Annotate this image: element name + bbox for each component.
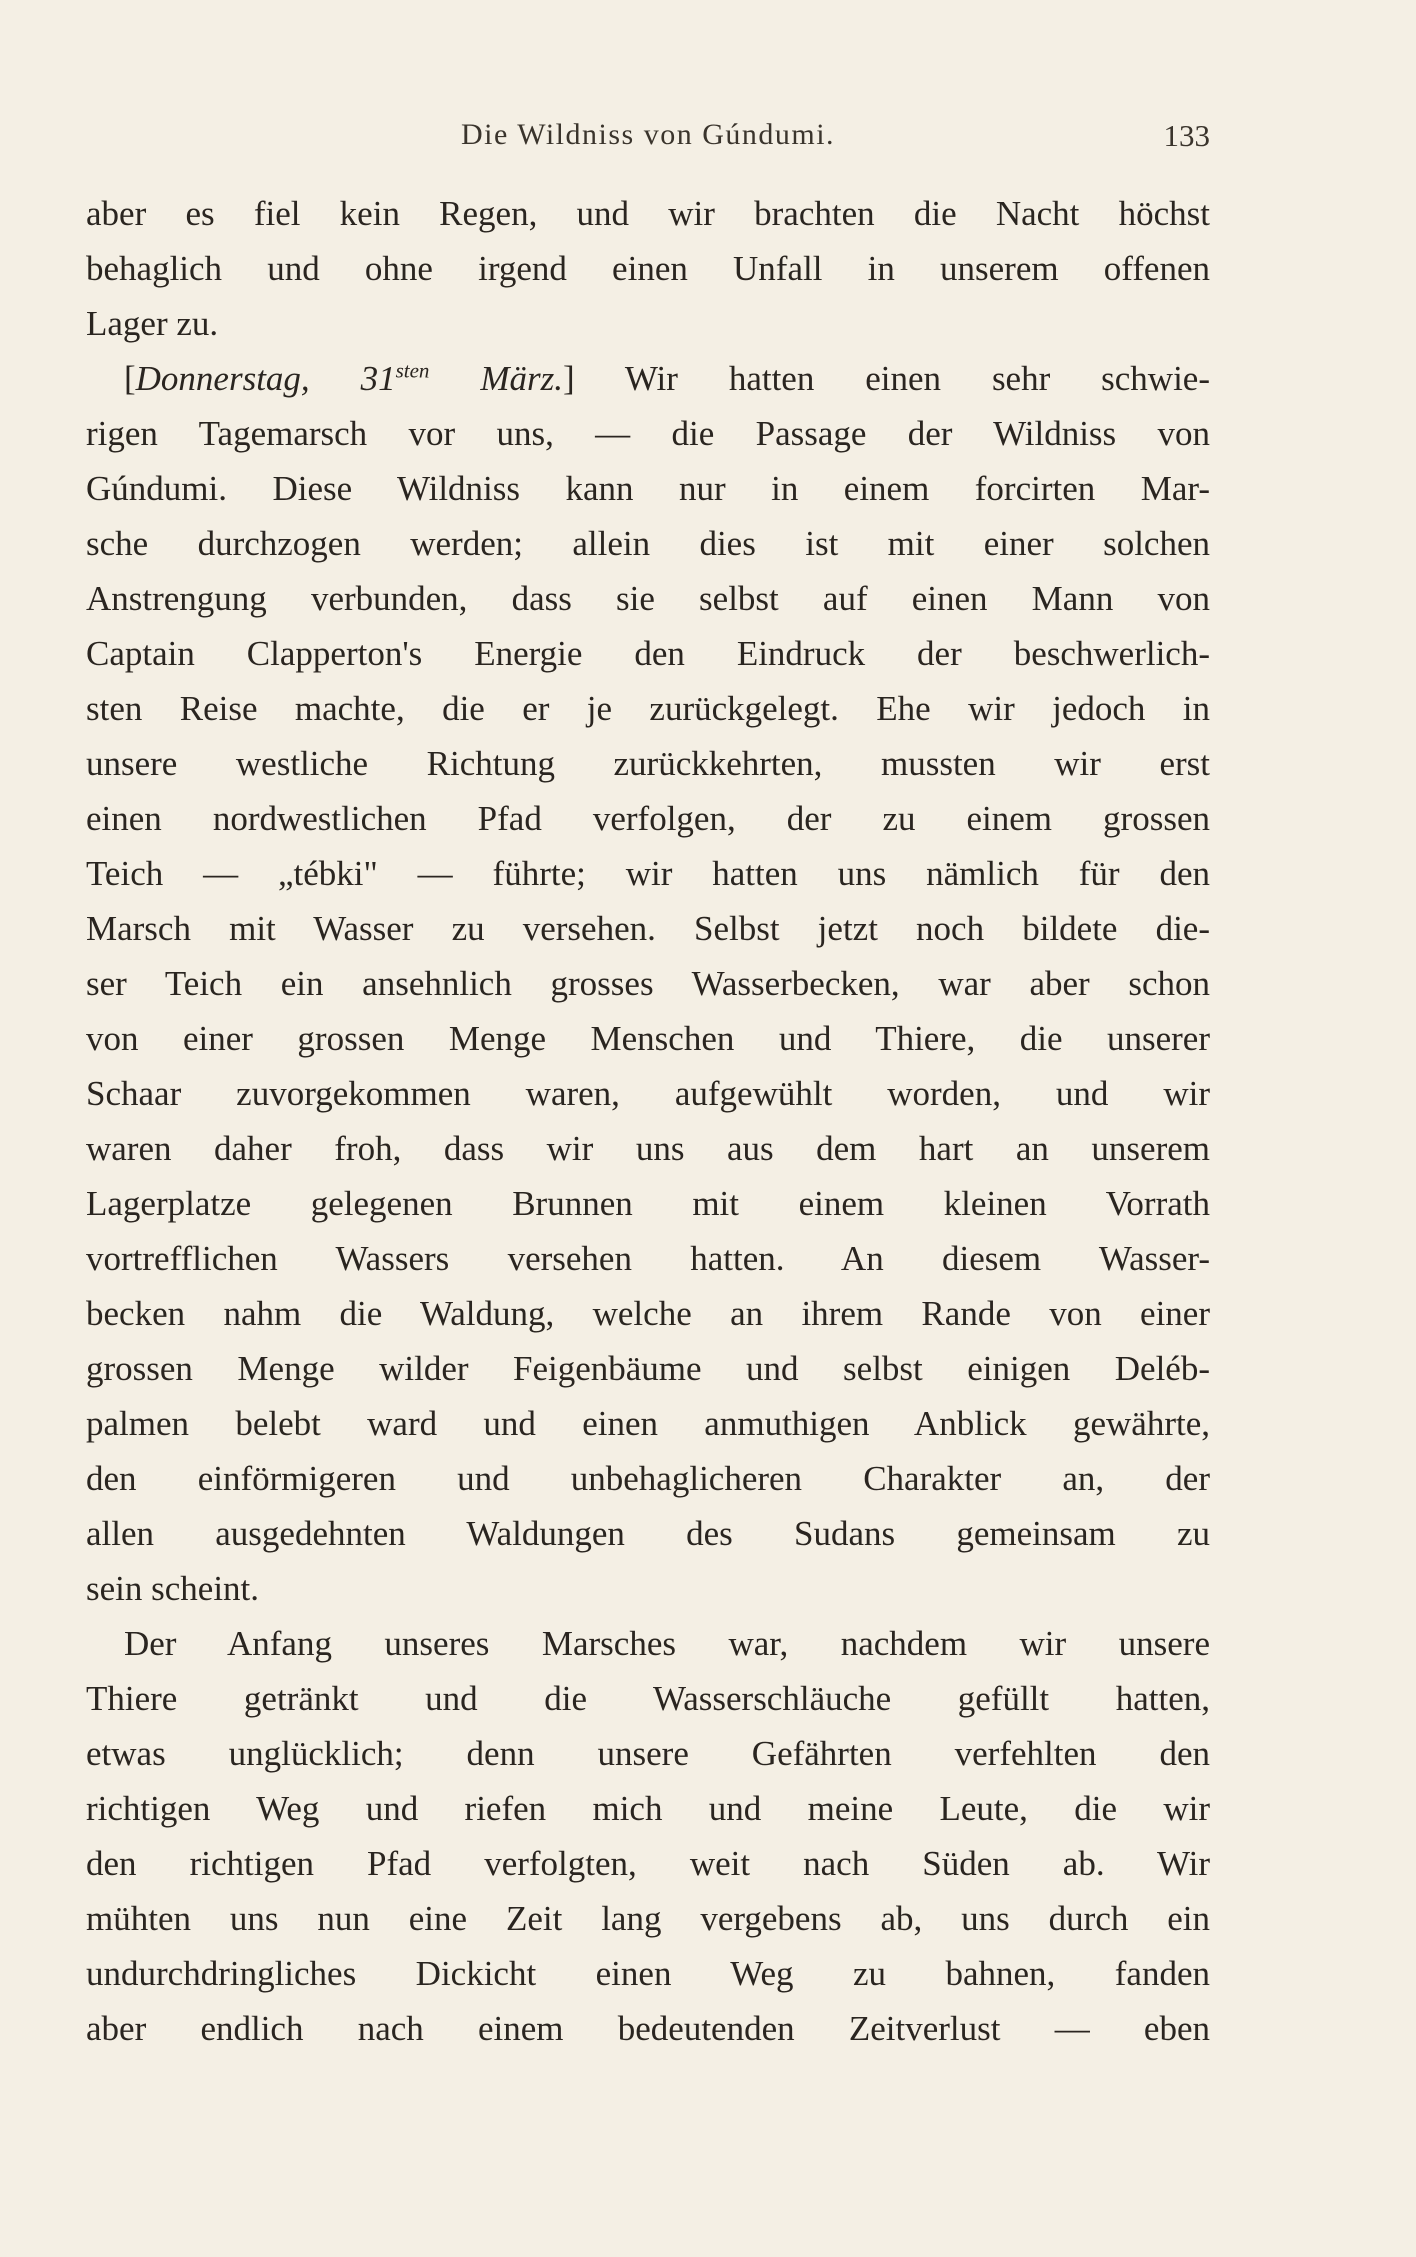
bracket-open: [ <box>124 359 136 398</box>
date-month: März. <box>429 359 563 398</box>
running-head <box>86 118 1210 158</box>
text-line: behaglich und ohne irgend einen Unfall in unserem offenen <box>86 249 1210 288</box>
text-line <box>86 351 1210 406</box>
text-line: Marsch mit Wasser zu versehen. Selbst jetzt noch bildete die- <box>86 909 1210 948</box>
text-line: becken nahm die Waldung, welche an ihrem Rande von einer <box>86 1294 1210 1333</box>
text-line: waren daher froh, dass wir uns aus dem hart an unserem <box>86 1129 1210 1168</box>
text-line: Teich — „tébki" — führte; wir hatten uns nämlich für den <box>86 854 1210 893</box>
text-line: mühten uns nun eine Zeit lang vergebens ab, uns durch ein <box>86 1899 1210 1938</box>
text-line: den einförmigeren und unbehaglicheren Charakter an, der <box>86 1459 1210 1498</box>
text-line: aber es fiel kein Regen, und wir brachten die Nacht höchst <box>86 194 1210 233</box>
text-line: Captain Clapperton's Energie den Eindruck der beschwerlich- <box>86 634 1210 673</box>
text-line: sche durchzogen werden; allein dies ist mit einer solchen <box>86 524 1210 563</box>
running-title: Die Wildniss von Gúndumi. <box>460 118 836 151</box>
text-line: Schaar zuvorgekommen waren, aufgewühlt worden, und wir <box>86 1074 1210 1113</box>
text-line: einen nordwestlichen Pfad verfolgen, der zu einem grossen <box>86 799 1210 838</box>
text-line: sten Reise machte, die er je zurückgelegt. Ehe wir jedoch in <box>86 689 1210 728</box>
text-line: Anstrengung verbunden, dass sie selbst auf einen Mann von <box>86 579 1210 618</box>
page-number: 133 <box>1163 118 1210 153</box>
text-line: Der Anfang unseres Marsches war, nachdem wir unsere <box>124 1624 1210 1663</box>
text-line: palmen belebt ward und einen anmuthigen Anblick gewährte, <box>86 1404 1210 1443</box>
text-line: undurchdringliches Dickicht einen Weg zu bahnen, fanden <box>86 1954 1210 1993</box>
text-line: Thiere getränkt und die Wasserschläuche gefüllt hatten, <box>86 1679 1210 1718</box>
text-line: etwas unglücklich; denn unsere Gefährten verfehlten den <box>86 1734 1210 1773</box>
text-line: rigen Tagemarsch vor uns, — die Passage der Wildniss von <box>86 414 1210 453</box>
text-line: Gúndumi. Diese Wildniss kann nur in einem forcirten Mar- <box>86 469 1210 508</box>
date-superscript: sten <box>395 358 430 383</box>
text-line: Lagerplatze gelegenen Brunnen mit einem kleinen Vorrath <box>86 1184 1210 1223</box>
text-line: aber endlich nach einem bedeutenden Zeitverlust — eben <box>86 2009 1210 2048</box>
text-line: grossen Menge wilder Feigenbäume und selbst einigen Deléb- <box>86 1349 1210 1388</box>
text-line: richtigen Weg und riefen mich und meine Leute, die wir <box>86 1789 1210 1828</box>
date-note <box>136 359 563 398</box>
text-line: vortrefflichen Wassers versehen hatten. An diesem Wasser- <box>86 1239 1210 1278</box>
text-line: unsere westliche Richtung zurückkehrten, mussten wir erst <box>86 744 1210 783</box>
line-rest: ] Wir hatten einen sehr schwie- <box>562 359 1210 398</box>
text-line: Lager zu. <box>86 304 219 343</box>
body-text <box>86 186 1210 2056</box>
date-text: Donnerstag, 31 <box>135 359 396 398</box>
text-line: sein scheint. <box>86 1569 260 1608</box>
text-line: den richtigen Pfad verfolgten, weit nach Süden ab. Wir <box>86 1844 1210 1883</box>
text-line: allen ausgedehnten Waldungen des Sudans gemeinsam zu <box>86 1514 1210 1553</box>
text-line: von einer grossen Menge Menschen und Thiere, die unserer <box>86 1019 1210 1058</box>
text-line: ser Teich ein ansehnlich grosses Wasserbecken, war aber schon <box>86 964 1210 1003</box>
